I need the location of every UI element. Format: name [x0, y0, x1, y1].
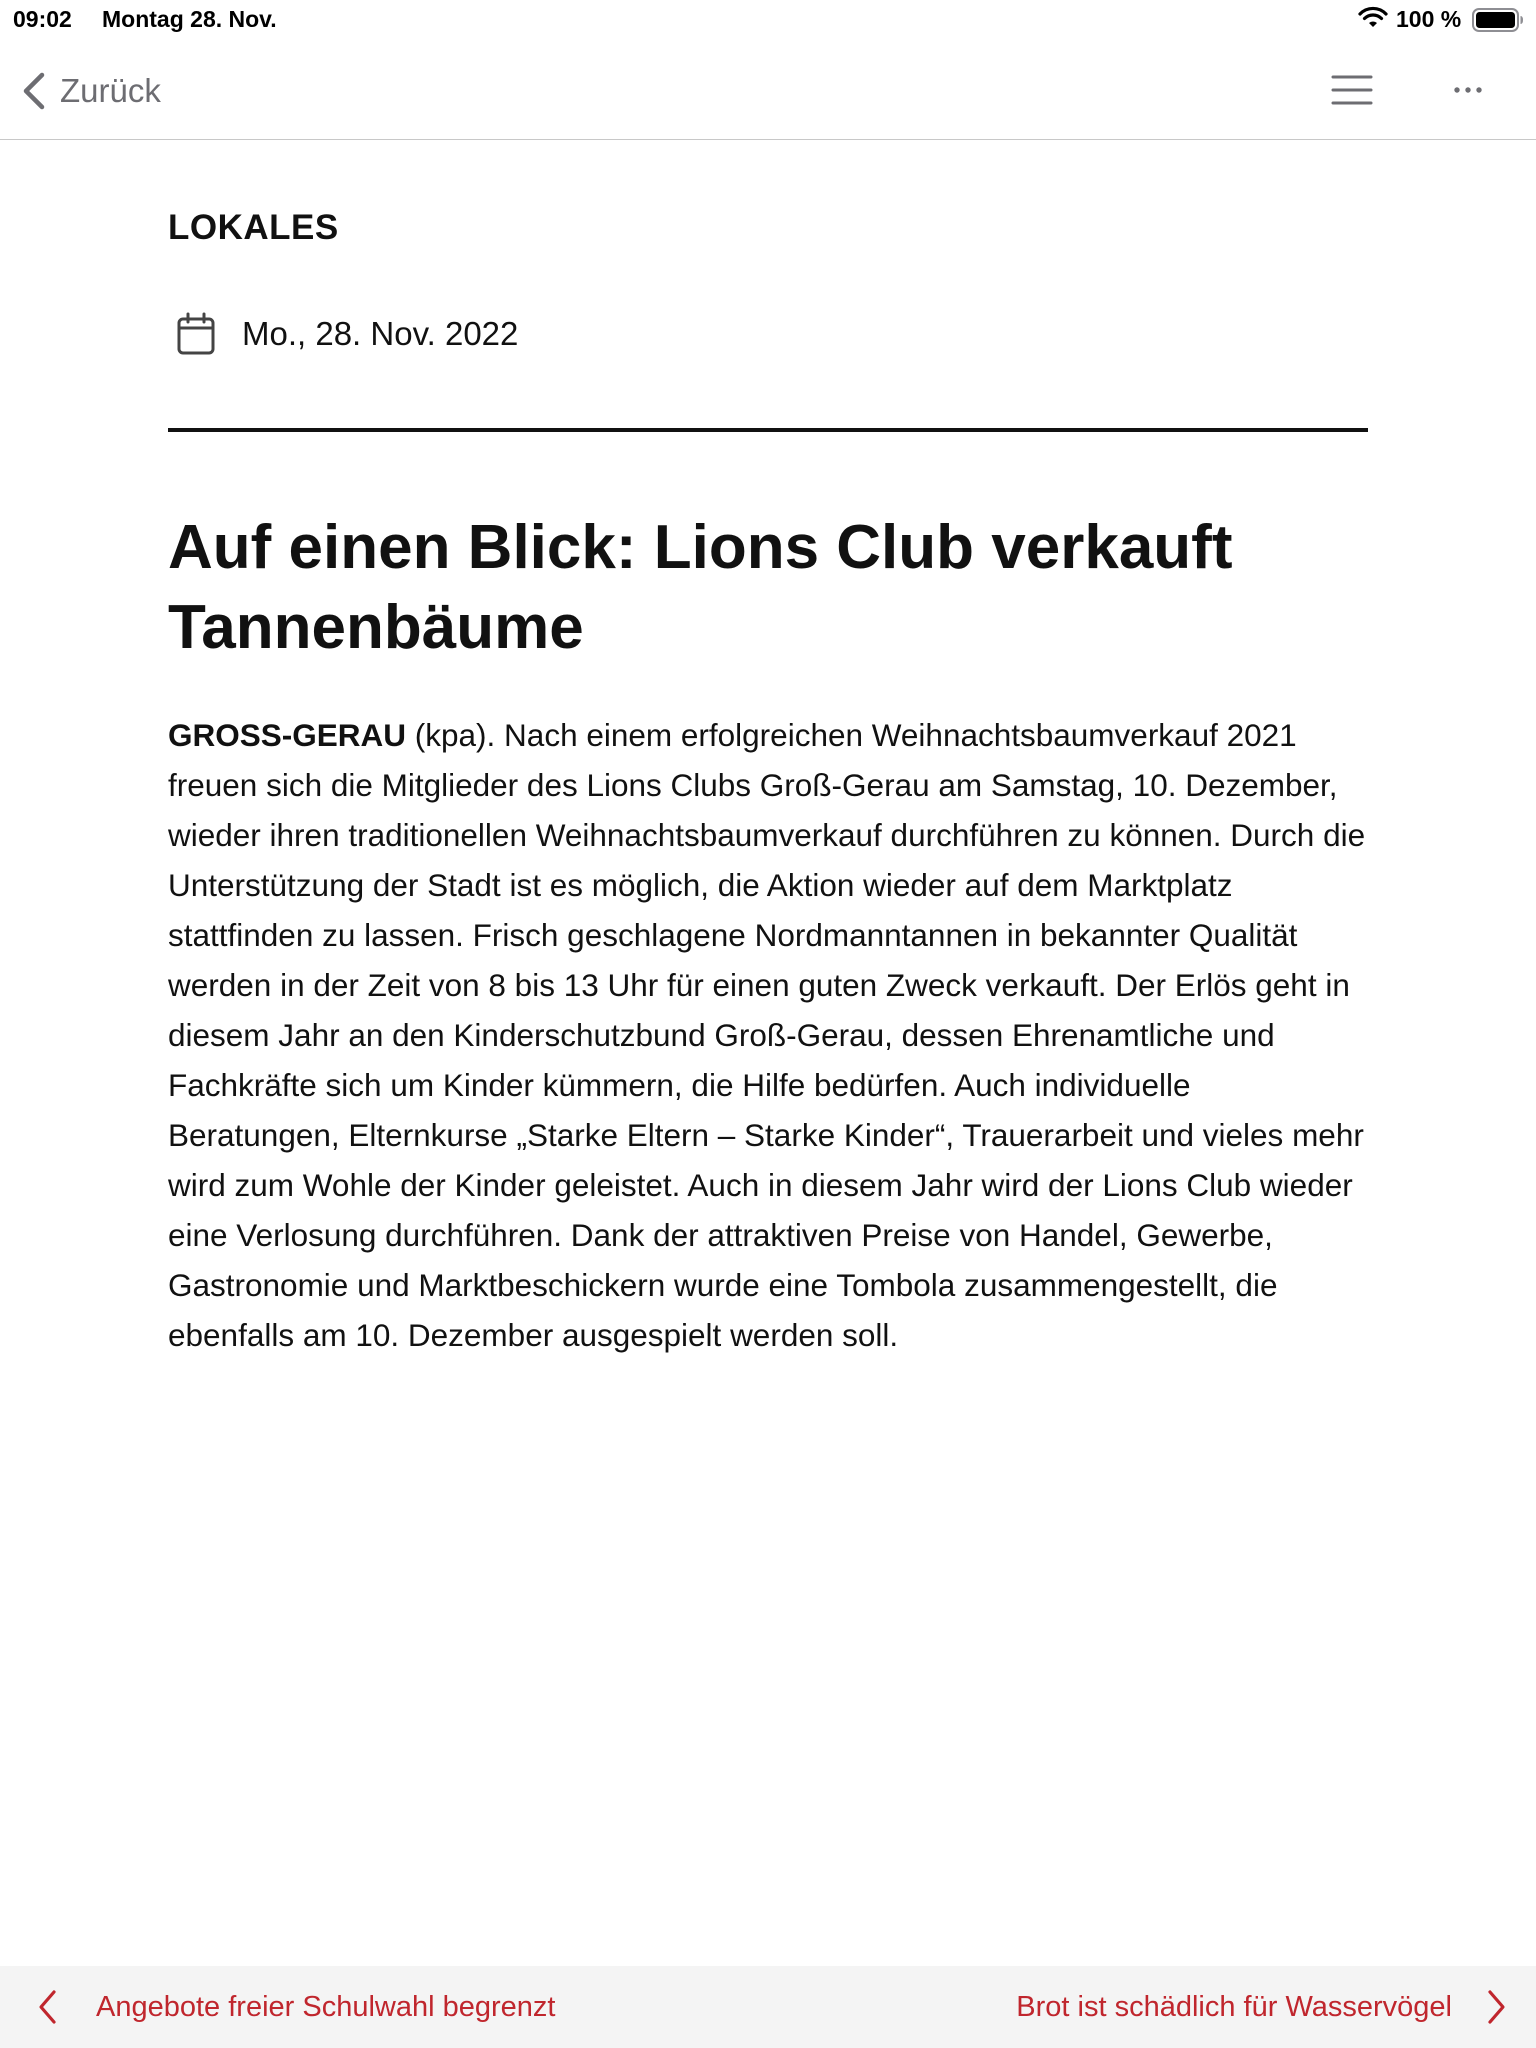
status-date: Montag 28. Nov.: [102, 6, 277, 32]
back-label: Zurück: [60, 72, 161, 109]
ellipsis-icon[interactable]: [1450, 70, 1486, 110]
hamburger-menu-icon[interactable]: [1330, 70, 1374, 110]
wifi-icon: [1358, 6, 1388, 30]
article-headline: Auf einen Blick: Lions Club verkauft Tannenbäume: [168, 513, 1233, 662]
article-date-row: [176, 312, 518, 356]
previous-article-link[interactable]: [36, 1966, 555, 2048]
status-time: 09:02: [13, 6, 72, 32]
status-bar: [0, 0, 1536, 40]
battery-icon: [1472, 8, 1524, 32]
section-label: LOKALES: [168, 208, 339, 247]
chevron-left-icon: [20, 69, 48, 113]
navigation-bar: [0, 40, 1536, 140]
article-body-text: (kpa). Nach einem erfolgreichen Weihnachtsbaumverkauf 2021 freuen sich die Mitglieder des Lions Clubs Groß-Gerau am Samstag, 10. Dezember, wieder ihren traditionellen Weihnachtsbaumverkauf durchführen zu können. Durch die Unterstützung der Stadt ist es möglich, die Aktion wieder auf dem Marktplatz stattfinden zu lassen. Frisch geschlagene Nordmanntannen in bekannter Qualität werden in der Zeit von 8 bis 13 Uhr für einen guten Zweck verkauft. Der Erlös geht in diesem Jahr an den Kinderschutzbund Groß-Gerau, dessen Ehrenamtliche und Fachkräfte sich um Kinder kümmern, die Hilfe bedürfen. Auch individuelle Beratungen, Elternkurse „Starke Eltern – Starke Kinder“, Trauerarbeit und vieles mehr wird zum Wohle der Kinder geleistet. Auch in diesem Jahr wird der Lions Club wieder eine Verlosung durchführen. Dank der attraktiven Preise von Handel, Gewerbe, Gastronomie und Marktbeschickern wurde eine Tombola zusammengestellt, die ebenfalls am 10. Dezember ausgespielt werden soll.: [168, 717, 1366, 1353]
header-divider: [168, 428, 1368, 432]
next-article-link[interactable]: [1016, 1966, 1508, 2048]
calendar-icon: [176, 312, 216, 356]
article-pager: [0, 1966, 1536, 2048]
battery-percentage: 100 %: [1396, 6, 1462, 32]
article-date: Mo., 28. Nov. 2022: [242, 315, 519, 352]
back-button[interactable]: [20, 68, 161, 114]
article-body: [168, 710, 1368, 1360]
chevron-left-icon: [36, 1988, 58, 2026]
next-article-title: Brot ist schädlich für Wasservögel: [1016, 1990, 1452, 2023]
article-dateline: GROSS-GERAU: [168, 717, 407, 753]
chevron-right-icon: [1486, 1988, 1508, 2026]
previous-article-title: Angebote freier Schulwahl begrenzt: [96, 1990, 556, 2023]
